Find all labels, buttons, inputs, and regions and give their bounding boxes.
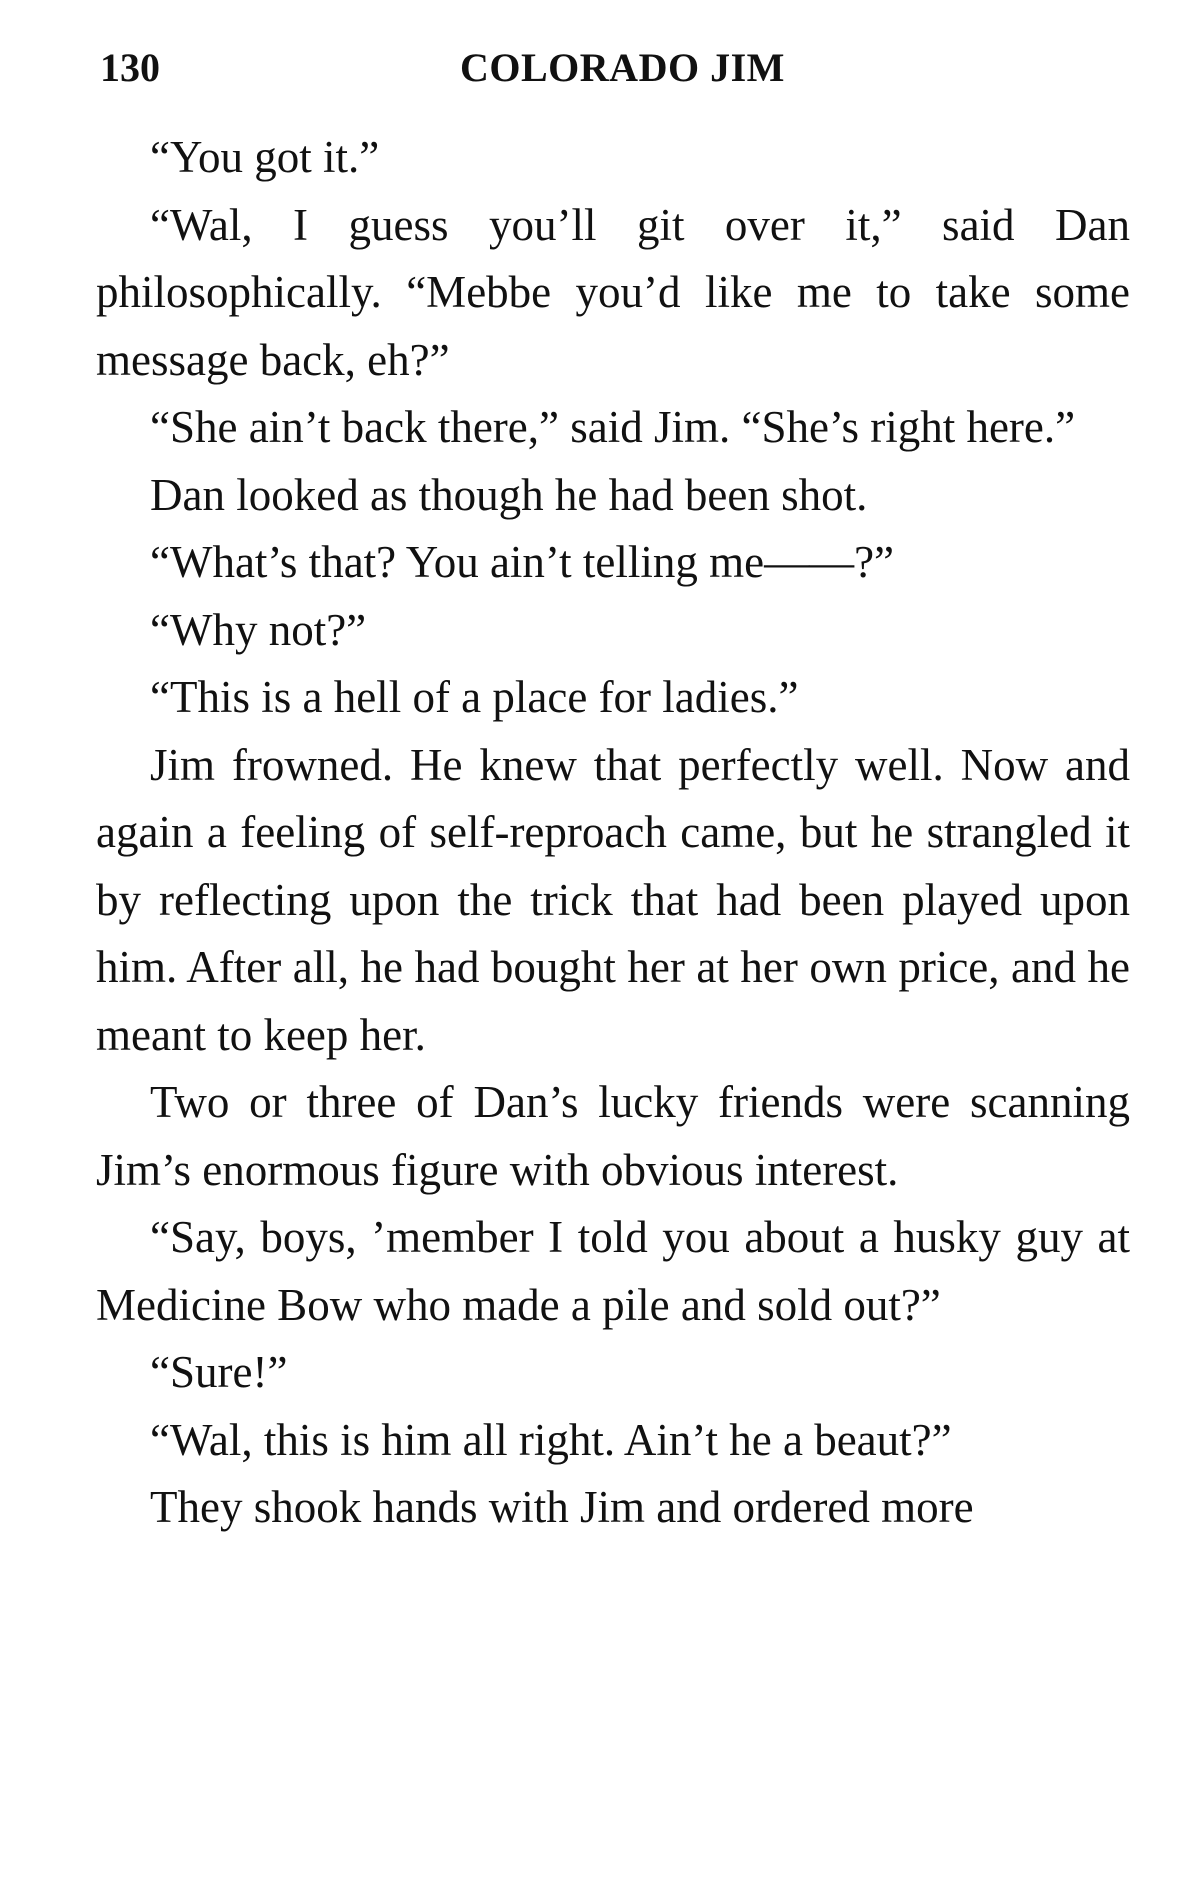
- book-title: COLORADO JIM: [460, 45, 785, 90]
- paragraph: “Say, boys, ’member I told you about a husky guy at Medicine Bow who made a pile and sold out?”: [96, 1212, 1130, 1330]
- paragraph: “She ain’t back there,” said Jim. “She’s right here.”: [150, 402, 1076, 452]
- paragraph: Jim frowned. He knew that perfectly well. Now and again a feeling of self-reproach came, but he strangled it by reflecting upon the trick that had been played upon him. After all, he had bought her at her own price, and he meant to keep her.: [96, 739, 1130, 1060]
- paragraph: “Why not?”: [150, 604, 367, 655]
- paragraph: “Wal, this is him all right. Ain’t he a beaut?”: [150, 1414, 952, 1465]
- paragraph: “What’s that? You ain’t telling me——?”: [150, 537, 895, 587]
- body-text: [96, 124, 1130, 1542]
- paragraph: “Wal, I guess you’ll git over it,” said Dan philosophically. “Mebbe you’d like me to take some message back, eh?”: [96, 199, 1130, 385]
- paragraph: “This is a hell of a place for ladies.”: [150, 672, 799, 722]
- page-number: 130: [100, 45, 160, 90]
- paragraph: Dan looked as though he had been shot.: [150, 469, 868, 520]
- paragraph: “Sure!”: [150, 1347, 288, 1397]
- paragraph: “You got it.”: [150, 132, 380, 182]
- running-head: [100, 38, 1125, 98]
- paragraph: They shook hands with Jim and ordered more: [150, 1482, 974, 1532]
- paragraph: Two or three of Dan’s lucky friends were scanning Jim’s enormous figure with obvious interest.: [96, 1077, 1130, 1195]
